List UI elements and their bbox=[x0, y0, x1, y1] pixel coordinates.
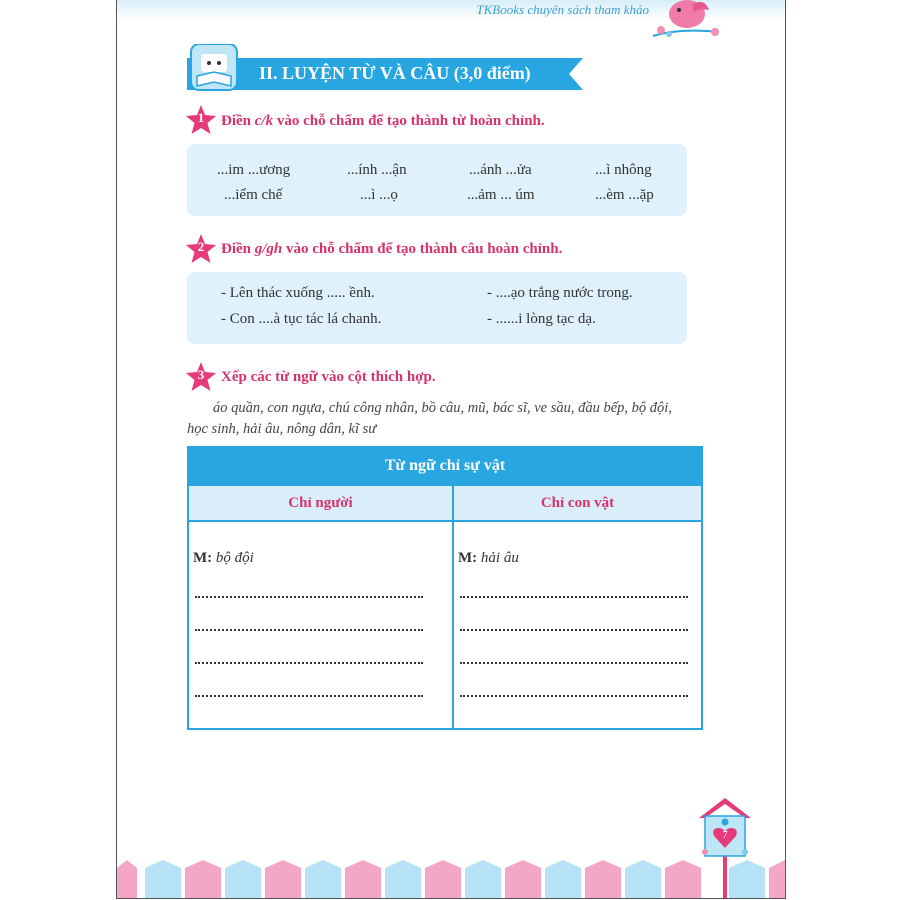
answer-line[interactable] bbox=[195, 629, 423, 631]
classification-table bbox=[187, 446, 703, 730]
page-number: 7 bbox=[722, 829, 728, 841]
answer-line[interactable] bbox=[460, 596, 688, 598]
answer-line[interactable] bbox=[195, 695, 423, 697]
table-header: Từ ngữ chỉ sự vật bbox=[189, 448, 701, 484]
col2-example: M: hải âu bbox=[458, 550, 519, 566]
exercise-2-item: - ....ạo trắng nước trong. bbox=[487, 285, 633, 301]
exercise-1-title: Điền c/k vào chỗ chấm để tạo thành từ hoàn chỉnh. bbox=[221, 113, 545, 129]
exercise-2-box bbox=[187, 272, 687, 344]
exercise-2-item: - Con ....à tục tác lá chanh. bbox=[221, 311, 382, 327]
answer-line[interactable] bbox=[195, 662, 423, 664]
exercise-1-item: ...ì nhông bbox=[595, 162, 652, 178]
exercise-1-item: ...ảm ... úm bbox=[467, 187, 535, 203]
col1-example: M: bộ đội bbox=[193, 550, 254, 566]
table-divider bbox=[452, 484, 454, 730]
exercise-1-item: ...èm ...ặp bbox=[595, 187, 654, 203]
brand-text: TKBooks chuyên sách tham khảo bbox=[476, 2, 649, 17]
answer-line[interactable] bbox=[195, 596, 423, 598]
exercise-3-title: Xếp các từ ngữ vào cột thích hợp. bbox=[221, 369, 436, 385]
exercise-2-title: Điền g/gh vào chỗ chấm để tạo thành câu hoàn chỉnh. bbox=[221, 241, 563, 257]
answer-line[interactable] bbox=[460, 629, 688, 631]
exercise-3-word-list: áo quần, con ngựa, chú công nhân, bồ câu, mũ, bác sĩ, ve sầu, đầu bếp, bộ đội, học sinh, hải âu, nông dân, kĩ sư bbox=[187, 400, 672, 437]
exercise-1-item: ...ì ...ọ bbox=[360, 187, 398, 203]
table-col-animals: Chỉ con vật bbox=[454, 484, 701, 522]
workbook-page bbox=[116, 0, 786, 899]
exercise-1-item: ...ánh ...ửa bbox=[469, 162, 532, 178]
exercise-1-box bbox=[187, 144, 687, 216]
section-title: II. LUYỆN TỪ VÀ CÂU (3,0 điểm) bbox=[259, 63, 531, 83]
answer-line[interactable] bbox=[460, 662, 688, 664]
bird-icon bbox=[649, 0, 729, 42]
exercise-2-star-icon: 2 bbox=[185, 233, 217, 269]
exercise-1-item: ...iểm chế bbox=[224, 187, 283, 203]
exercise-2-item: - Lên thác xuống ..... ềnh. bbox=[221, 285, 375, 301]
exercise-1-item: ...ính ...ận bbox=[347, 162, 407, 178]
exercise-1-star-icon: 1 bbox=[185, 104, 217, 140]
exercise-2-item: - ......i lòng tạc dạ. bbox=[487, 311, 596, 327]
exercise-1-item: ...im ...ương bbox=[217, 162, 291, 178]
answer-line[interactable] bbox=[460, 695, 688, 697]
table-col-people: Chỉ người bbox=[189, 484, 452, 522]
fence-decoration bbox=[117, 858, 785, 898]
exercise-3-star-icon: 3 bbox=[185, 361, 217, 397]
